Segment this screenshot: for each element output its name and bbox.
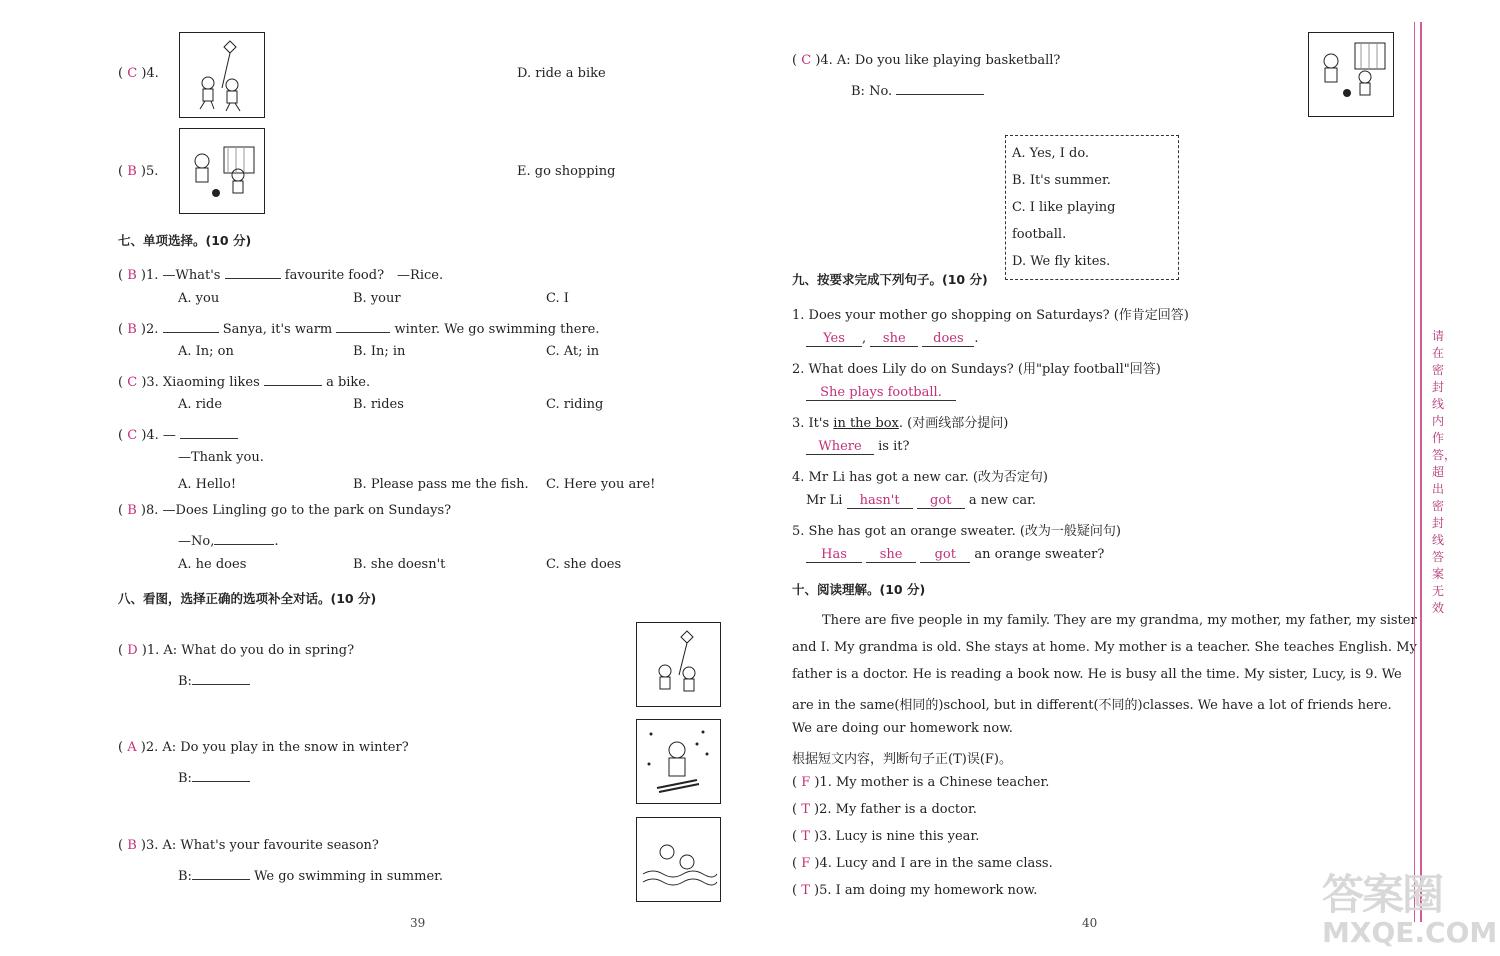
part10-instruction: 根据短文内容，判断句子正(T)误(F)。 — [792, 752, 1012, 767]
option-b: B. Please pass me the fish. — [353, 477, 529, 492]
option-c: C. she does — [546, 557, 622, 572]
part7-q8: ( B )8. —Does Lingling go to the park on Sundays? — [118, 503, 452, 518]
passage-line-5: We are doing our homework now. — [792, 721, 1013, 736]
answer-blank — [163, 318, 219, 333]
watermark-url: MXQE.COM — [1322, 916, 1498, 949]
filled-answer: got — [920, 548, 970, 563]
filled-answer: She plays football. — [806, 386, 956, 401]
answer-blank — [214, 530, 274, 545]
answer-text: We go swimming in summer. — [254, 869, 444, 884]
passage-line-4: are in the same(相同的)school, but in different(不同的)classes. We have a lot of friends here. — [792, 698, 1392, 713]
part7-q3: ( C )3. Xiaoming likes a bike. — [118, 371, 370, 390]
option-a: A. In; on — [178, 344, 234, 359]
answer-blank — [225, 264, 281, 279]
question-text: Sanya, it's warm — [222, 322, 333, 337]
answer-mark: B — [127, 268, 137, 283]
answer-text: B: No. — [851, 84, 893, 99]
question-text: )4. — — [141, 428, 176, 443]
punctuation: , — [862, 331, 867, 346]
answer-mark: C — [127, 428, 138, 443]
answer-line — [851, 80, 984, 99]
answer-mark: C — [801, 53, 812, 68]
filled-answer: Yes — [806, 332, 862, 347]
tf-item-4: ( F )4. Lucy and I are in the same class. — [792, 856, 1053, 871]
question-text: )3. A: What's your favourite season? — [140, 838, 379, 853]
option-c: C. riding — [546, 397, 604, 412]
question-text: winter. We go swimming there. — [394, 322, 600, 337]
spring-kite-picture — [636, 622, 721, 707]
option-b: B. rides — [353, 397, 404, 412]
filled-answer: Where — [806, 440, 874, 455]
part7-heading: 七、单项选择。(10 分) — [118, 233, 252, 248]
option-a: A. you — [178, 291, 220, 306]
filled-answer: she — [870, 332, 918, 347]
part9-q2-text: 2. What does Lily do on Sundays? (用"play football"回答) — [792, 362, 1161, 377]
part9-q2-answer — [806, 385, 956, 401]
part9-q5-answer — [806, 547, 1104, 563]
seal-line-notice: 请在密封线内作答，超出密封线答案无效 — [1432, 329, 1457, 615]
swimming-picture — [636, 817, 721, 902]
item-number: 5. — [146, 164, 159, 179]
part7-q4: ( C )4. — — [118, 424, 238, 443]
box-option-b: B. It's summer. — [1012, 173, 1111, 188]
part10-heading: 十、阅读理解。(10 分) — [792, 582, 926, 597]
football-picture — [179, 128, 265, 214]
punctuation: . — [974, 331, 979, 346]
question-text: )3. Xiaoming likes — [141, 375, 260, 390]
question-text: )2. — [140, 322, 159, 337]
question-text: . (对画线部分提问) — [898, 416, 1009, 431]
answer-mark: B — [127, 503, 137, 518]
answer-mark: A — [127, 740, 137, 755]
answer-blank — [180, 424, 238, 439]
answer-blank — [336, 318, 390, 333]
question-text: )4. A: Do you like playing basketball? — [815, 53, 1061, 68]
dialogue-text: . — [274, 534, 279, 549]
box-option-c: C. I like playing football. — [1012, 200, 1116, 242]
answer-mark: F — [801, 775, 811, 790]
answer-line — [178, 865, 443, 884]
filled-answer: hasn't — [847, 494, 913, 509]
basketball-picture — [1308, 32, 1394, 117]
answer-blank — [192, 767, 250, 782]
part9-q4-answer — [806, 493, 1036, 509]
part6-item-5: ( B )5. — [118, 164, 159, 179]
speaker-label: B: — [178, 771, 192, 786]
kite-picture — [179, 32, 265, 118]
snow-skiing-picture — [636, 719, 721, 804]
part8-q4: ( C )4. A: Do you like playing basketball? — [792, 53, 1061, 68]
page-number-right: 40 — [1082, 916, 1098, 930]
option-c: C. I — [546, 291, 569, 306]
statement-text: )2. My father is a doctor. — [814, 802, 977, 817]
answer-text: is it? — [878, 439, 910, 454]
part9-q4-text: 4. Mr Li has got a new car. (改为否定句) — [792, 470, 1048, 485]
tf-item-3: ( T )3. Lucy is nine this year. — [792, 829, 980, 844]
box-option-a: A. Yes, I do. — [1012, 146, 1090, 161]
question-text: favourite food? —Rice. — [284, 268, 444, 283]
option-b: B. your — [353, 291, 401, 306]
statement-text: )1. My mother is a Chinese teacher. — [814, 775, 1050, 790]
watermark-logo: 答案圈 — [1322, 870, 1443, 919]
question-text: )8. —Does Lingling go to the park on Sundays? — [140, 503, 452, 518]
statement-text: )3. Lucy is nine this year. — [814, 829, 980, 844]
seal-line-thick — [1420, 22, 1422, 922]
answer-mark: F — [801, 856, 811, 871]
option-d: D. ride a bike — [517, 66, 606, 81]
question-text: )1. —What's — [140, 268, 221, 283]
question-text: )1. A: What do you do in spring? — [141, 643, 355, 658]
filled-answer: Has — [806, 548, 862, 563]
speaker-label: B: — [178, 674, 192, 689]
box-option-d: D. We fly kites. — [1012, 254, 1111, 269]
answer-mark: T — [801, 829, 810, 844]
part8-heading: 八、看图，选择正确的选项补全对话。(10 分) — [118, 591, 377, 606]
answer-line — [178, 767, 250, 786]
option-b: B. she doesn't — [353, 557, 446, 572]
part7-q1: ( B )1. —What's favourite food? —Rice. — [118, 264, 443, 283]
part9-q5-text: 5. She has got an orange sweater. (改为一般疑问句) — [792, 524, 1121, 539]
answer-mark: C — [127, 66, 138, 81]
answer-text: a new car. — [968, 493, 1037, 508]
answer-text: an orange sweater? — [974, 547, 1105, 562]
option-e: E. go shopping — [517, 164, 616, 179]
dialogue-text: —No, — [178, 534, 215, 549]
passage-line-3: father is a doctor. He is reading a book now. He is busy all the time. My sister, Lucy, is 9. We — [792, 667, 1402, 682]
option-a: A. ride — [178, 397, 223, 412]
item-number: 4. — [146, 66, 159, 81]
seal-line-thin — [1414, 22, 1415, 922]
answer-blank — [192, 865, 250, 880]
question-text: a bike. — [326, 375, 371, 390]
answer-blank — [264, 371, 322, 386]
part9-q3-answer — [806, 439, 909, 455]
speaker-label: B: — [178, 869, 192, 884]
answer-blank — [192, 670, 250, 685]
part8-q3: ( B )3. A: What's your favourite season? — [118, 838, 379, 853]
part9-q1-text: 1. Does your mother go shopping on Saturdays? (作肯定回答) — [792, 308, 1189, 323]
part6-item-4: ( C )4. — [118, 66, 159, 81]
filled-answer: does — [922, 332, 974, 347]
statement-text: )5. I am doing my homework now. — [814, 883, 1038, 898]
answer-mark: C — [127, 375, 138, 390]
dialogue-line — [178, 530, 278, 549]
part9-heading: 九、按要求完成下列句子。(10 分) — [792, 272, 988, 287]
answer-mark: T — [801, 883, 810, 898]
passage-line-1: There are five people in my family. They are my grandma, my mother, my father, my sister — [822, 613, 1417, 628]
statement-text: )4. Lucy and I are in the same class. — [814, 856, 1053, 871]
answer-mark: T — [801, 802, 810, 817]
passage-line-2: and I. My grandma is old. She stays at home. My mother is a teacher. She teaches English. My — [792, 640, 1417, 655]
part9-q3-text — [792, 412, 1008, 431]
answer-blank — [896, 80, 984, 95]
part9-q1-answer — [806, 331, 979, 347]
tf-item-5: ( T )5. I am doing my homework now. — [792, 883, 1038, 898]
filled-answer: she — [866, 548, 916, 563]
option-b: B. In; in — [353, 344, 406, 359]
option-a: A. Hello! — [178, 477, 237, 492]
answer-mark: D — [127, 643, 138, 658]
dialogue-line: —Thank you. — [178, 450, 264, 465]
filled-answer: got — [917, 494, 965, 509]
answer-mark: B — [127, 838, 137, 853]
part8-q2: ( A )2. A: Do you play in the snow in winter? — [118, 740, 409, 755]
page-number-left: 39 — [410, 916, 426, 930]
tf-item-2: ( T )2. My father is a doctor. — [792, 802, 977, 817]
part7-q2: ( B )2. Sanya, it's warm winter. We go swimming there. — [118, 318, 600, 337]
options-box — [1005, 135, 1179, 280]
answer-text: Mr Li — [806, 493, 843, 508]
underlined-phrase: in the box — [833, 416, 899, 431]
answer-mark: B — [127, 322, 137, 337]
option-c: C. Here you are! — [546, 477, 656, 492]
tf-item-1: ( F )1. My mother is a Chinese teacher. — [792, 775, 1050, 790]
answer-line — [178, 670, 250, 689]
part8-q1: ( D )1. A: What do you do in spring? — [118, 643, 355, 658]
question-text: )2. A: Do you play in the snow in winter? — [140, 740, 409, 755]
option-c: C. At; in — [546, 344, 600, 359]
option-a: A. he does — [178, 557, 247, 572]
question-text: 3. It's — [792, 416, 830, 431]
answer-mark: B — [127, 164, 137, 179]
